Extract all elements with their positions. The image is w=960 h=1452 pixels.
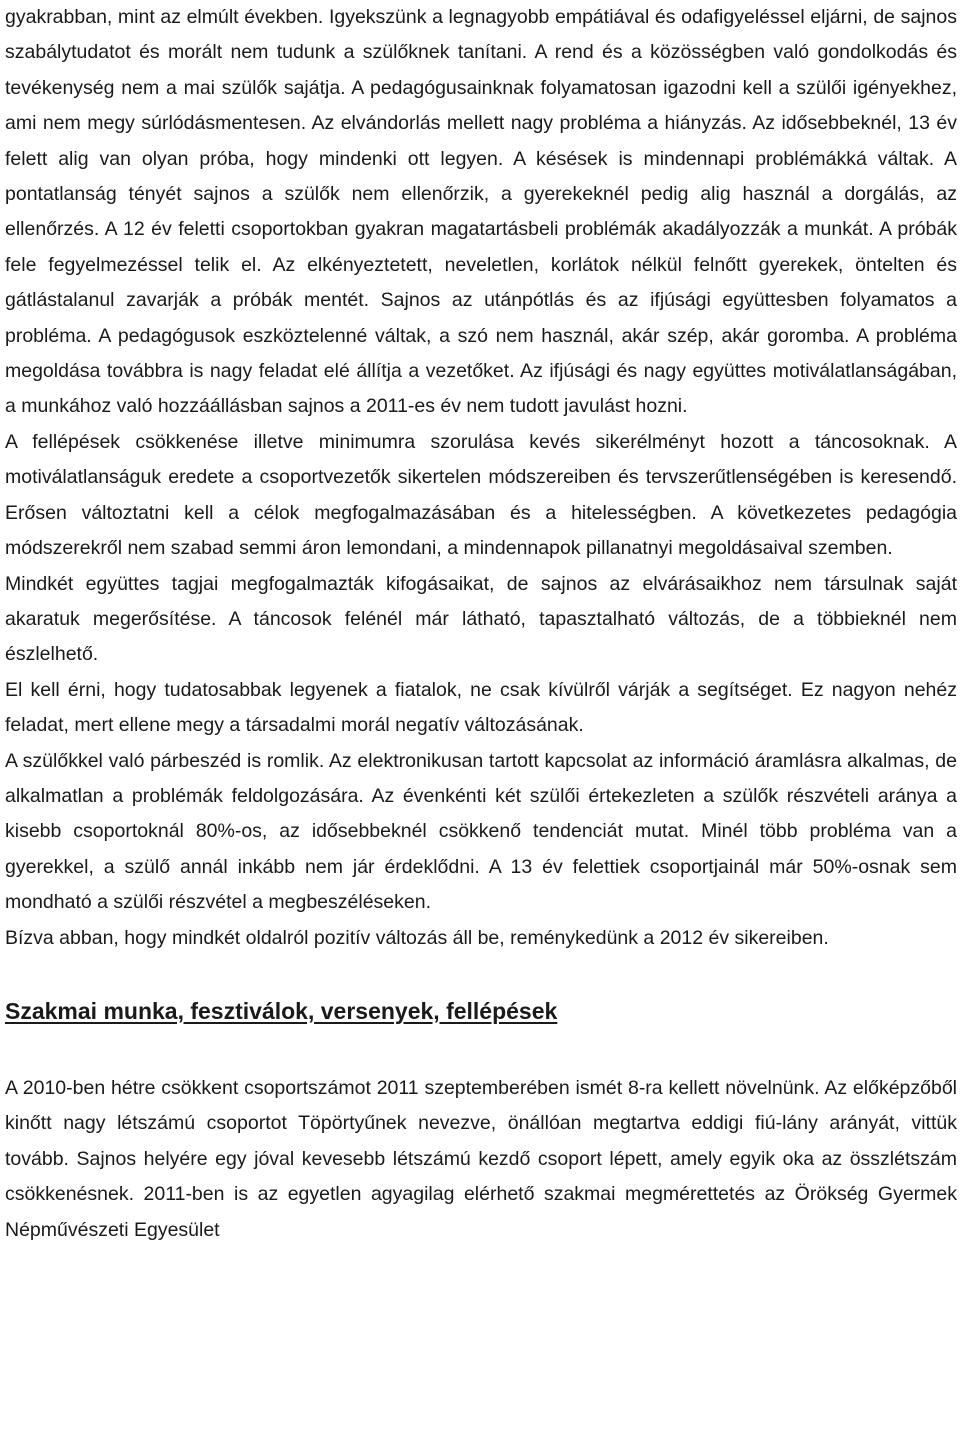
- paragraph-ensembles: Mindkét együttes tagjai megfogalmazták kifogásaikat, de sajnos az elvárásaikhoz nem társulnak saját akaratuk megerősítése. A táncosok felénél már látható, tapasztalható változás, de a többieknél nem észlelhető.: [5, 572, 957, 666]
- paragraph-performances: A fellépések csökkenése illetve minimumra szorulása kevés sikerélményt hozott a táncosoknak. A motiválatlanságuk eredete a csoportvezetők sikertelen módszereiben és tervszerűtlenségében is keresendő. Erősen változtatni kell a célok megfogalmazásában és a hitelességben. A következetes pedagógia módszerekről nem szabad semmi áron lemondani, a mindennapok pillanatnyi megoldásaival szemben.: [5, 430, 957, 560]
- section-heading-block: [5, 956, 957, 1071]
- paragraph-hope: Bízva abban, hogy mindkét oldalról pozitív változás áll be, reménykedünk a 2012 év sikereiben.: [5, 926, 829, 949]
- document-page: [5, 0, 957, 1248]
- section-heading: Szakmai munka, fesztiválok, versenyek, fellépések: [5, 997, 558, 1024]
- paragraph-awareness: El kell érni, hogy tudatosabbak legyenek a fiatalok, ne csak kívülről várják a segítséget. Ez nagyon nehéz feladat, mert ellene megy a társadalmi morál negatív változásának.: [5, 678, 957, 737]
- paragraph-parents: A szülőkkel való párbeszéd is romlik. Az elektronikusan tartott kapcsolat az információ áramlásra alkalmas, de alkalmatlan a problémák feldolgozására. Az évenkénti két szülői értekezleten a szülők részvételi aránya a kisebb csoportoknál 80%-os, az idősebbeknél csökkenő tendenciát mutat. Minél több probléma van a gyerekkel, a szülő annál inkább nem jár érdeklődni. A 13 év felettiek csoportjainál már 50%-osnak sem mondható a szülői részvétel a megbeszéléseken.: [5, 749, 957, 914]
- paragraph-groups: A 2010-ben hétre csökkent csoportszámot 2011 szeptemberében ismét 8-ra kellett növelnünk. Az előképzőből kinőtt nagy létszámú csoportot Töpörtyűnek nevezve, önállóan megtartva eddigi fiú-lány arányát, vittük tovább. Sajnos helyére egy jóval kevesebb létszámú kezdő csoport lépett, amely egyik oka az összlétszám csökkenésnek. 2011-ben is az egyetlen agyagilag elérhető szakmai megmérettetés az Örökség Gyermek Népművészeti Egyesület: [5, 1076, 957, 1241]
- paragraph-problems: gyakrabban, mint az elmúlt években. Igyekszünk a legnagyobb empátiával és odafigyeléssel eljárni, de sajnos szabálytudatot és morált nem tudunk a szülőknek tanítani. A rend és a közösségben való gondolkodás és tevékenység nem a mai szülők sajátja. A pedagógusainknak folyamatosan igazodni kell a szülői igényekhez, ami nem megy súrlódásmentesen. Az elvándorlás mellett nagy probléma a hiányzás. Az idősebbeknél, 13 év felett alig van olyan próba, hogy mindenki ott legyen. A késések is mindennapi problémákká váltak. A pontatlanság tényét sajnos a szülők nem ellenőrzik, a gyerekeknél pedig alig használ a dorgálás, az ellenőrzés. A 12 év feletti csoportokban gyakran magatartásbeli problémák akadályozzák a munkát. A próbák fele fegyelmezéssel telik el. Az elkényeztetett, neveletlen, korlátok nélkül felnőtt gyerekek, öntelten és gátlástalanul zavarják a próbák mentét. Sajnos az utánpótlás és az ifjúsági együttesben folyamatos a probléma. A pedagógusok eszköztelenné váltak, a szó nem használ, akár szép, akár goromba. A probléma megoldása továbbra is nagy feladat elé állítja a vezetőket. Az ifjúsági és nagy együttes motiválatlanságában, a munkához való hozzáállásban sajnos a 2011-es év nem tudott javulást hozni.: [5, 6, 957, 418]
